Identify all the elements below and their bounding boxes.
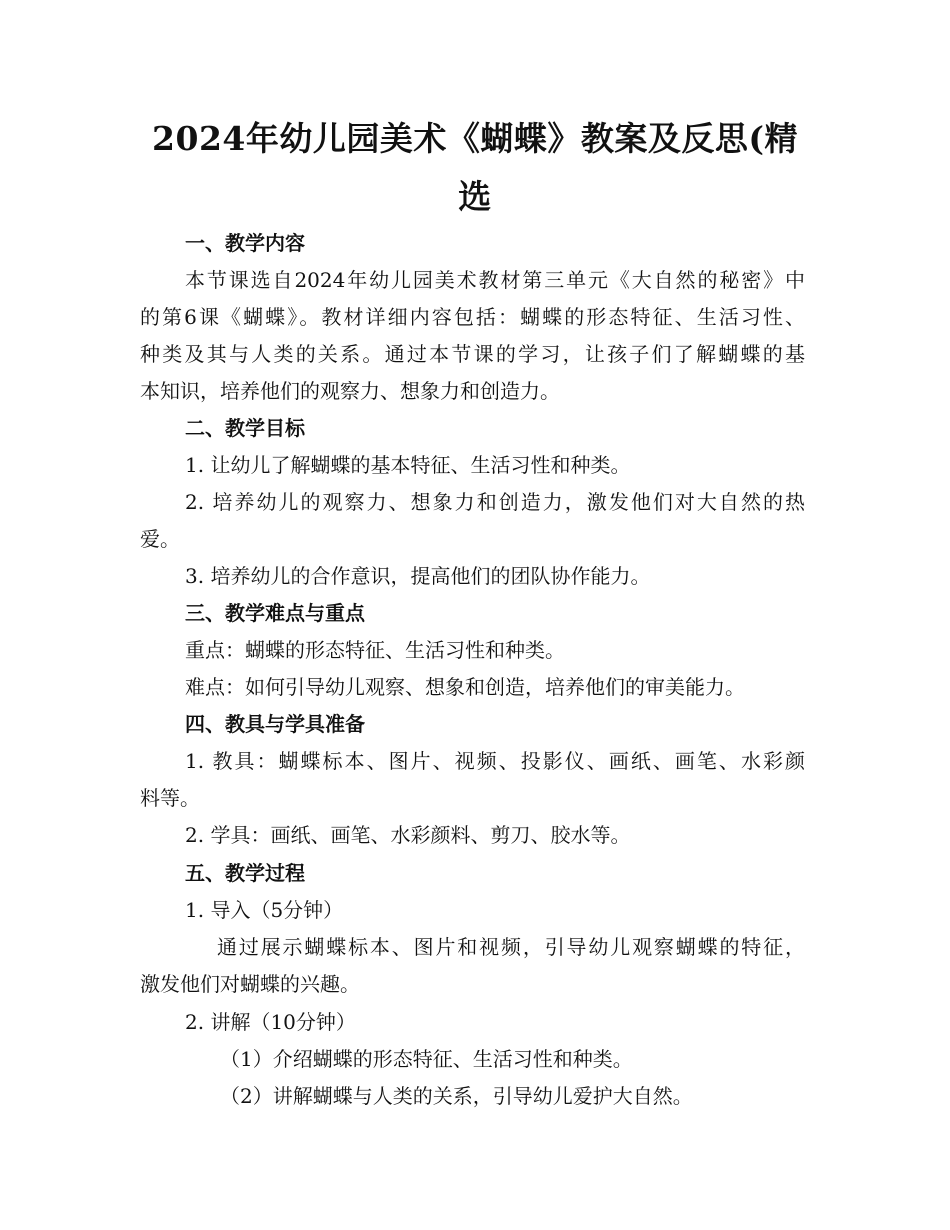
document-title: 2024年幼儿园美术《蝴蝶》教案及反思(精选 [152, 119, 798, 216]
section-heading-difficulties: 三、教学难点与重点 [185, 601, 365, 625]
content-paragraph-line-2: 的第6课《蝴蝶》。教材详细内容包括：蝴蝶的形态特征、生活习性、 [140, 305, 805, 329]
goal-item-1: 1. 让幼儿了解蝴蝶的基本特征、生活习性和种类。 [185, 453, 631, 477]
section-heading-content: 一、教学内容 [185, 231, 305, 255]
process-intro-text-line-1: 通过展示蝴蝶标本、图片和视频，引导幼儿观察蝴蝶的特征， [217, 935, 805, 959]
goal-item-2-line-1: 2. 培养幼儿的观察力、想象力和创造力，激发他们对大自然的热 [185, 490, 805, 514]
goal-item-3: 3. 培养幼儿的合作意识，提高他们的团队协作能力。 [185, 564, 651, 588]
process-intro-label: 1. 导入（5分钟） [185, 898, 344, 922]
process-intro-text-line-2: 激发他们对蝴蝶的兴趣。 [140, 972, 360, 996]
process-explain-label: 2. 讲解（10分钟） [185, 1010, 356, 1034]
difficult-point-text: 难点：如何引导幼儿观察、想象和创造，培养他们的审美能力。 [185, 675, 745, 699]
goal-item-2-line-2: 爱。 [140, 527, 180, 551]
process-explain-item-2: （2）讲解蝴蝶与人类的关系，引导幼儿爱护大自然。 [220, 1084, 693, 1108]
process-explain-item-1: （1）介绍蝴蝶的形态特征、生活习性和种类。 [220, 1047, 633, 1071]
content-paragraph-line-1: 本节课选自2024年幼儿园美术教材第三单元《大自然的秘密》中 [185, 268, 805, 292]
section-heading-goals: 二、教学目标 [185, 416, 305, 440]
section-heading-materials: 四、教具与学具准备 [185, 712, 365, 736]
content-paragraph-line-4: 本知识，培养他们的观察力、想象力和创造力。 [140, 379, 560, 403]
content-paragraph-line-3: 种类及其与人类的关系。通过本节课的学习，让孩子们了解蝴蝶的基 [140, 342, 805, 366]
learning-aids-text: 2. 学具：画纸、画笔、水彩颜料、剪刀、胶水等。 [185, 823, 631, 847]
teaching-aids-line-2: 料等。 [140, 786, 200, 810]
teaching-aids-line-1: 1. 教具：蝴蝶标本、图片、视频、投影仪、画纸、画笔、水彩颜 [185, 749, 805, 773]
key-point-text: 重点：蝴蝶的形态特征、生活习性和种类。 [185, 638, 565, 662]
section-heading-process: 五、教学过程 [185, 861, 305, 885]
